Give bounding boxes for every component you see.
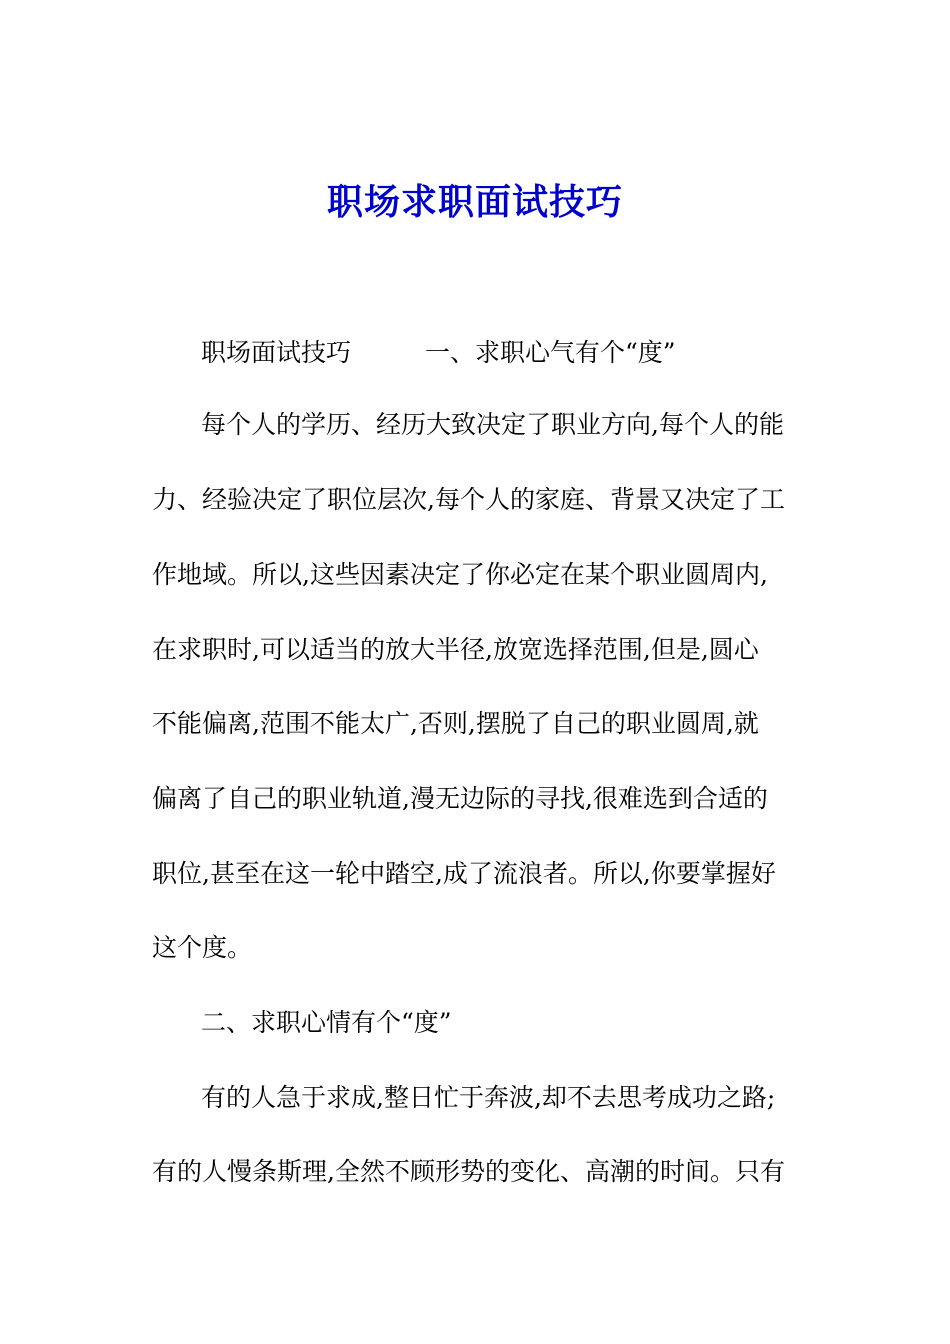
- paragraph-line: 这个度。: [152, 933, 253, 962]
- paragraph-line: 每个人的学历、经历大致决定了职业方向,每个人的能: [201, 410, 784, 439]
- heading-lead: 职场面试技巧: [201, 338, 352, 367]
- section-heading-one: [201, 336, 812, 370]
- paragraph-line: 职位,甚至在这一轮中踏空,成了流浪者。所以,你要掌握好: [152, 859, 776, 888]
- heading-one-text: 一、求职心气有个“度”: [425, 338, 676, 367]
- paragraph-line: 偏离了自己的职业轨道,漫无边际的寻找,很难选到合适的: [152, 784, 768, 813]
- paragraph-line: 力、经验决定了职位层次,每个人的家庭、背景又决定了工: [152, 485, 785, 514]
- paragraph-line: 在求职时,可以适当的放大半径,放宽选择范围,但是,圆心: [152, 635, 759, 664]
- section-heading-two: 二、求职心情有个“度”: [201, 1008, 452, 1037]
- paragraph-line: 有的人急于求成,整日忙于奔波,却不去思考成功之路;: [201, 1083, 776, 1112]
- document-title: 职场求职面试技巧: [326, 181, 623, 223]
- paragraph-line: 不能偏离,范围不能太广,否则,摆脱了自己的职业圆周,就: [152, 709, 759, 738]
- paragraph-line: 作地域。所以,这些因素决定了你必定在某个职业圆周内,: [152, 560, 768, 589]
- paragraph-line: 有的人慢条斯理,全然不顾形势的变化、高潮的时间。只有: [152, 1157, 785, 1186]
